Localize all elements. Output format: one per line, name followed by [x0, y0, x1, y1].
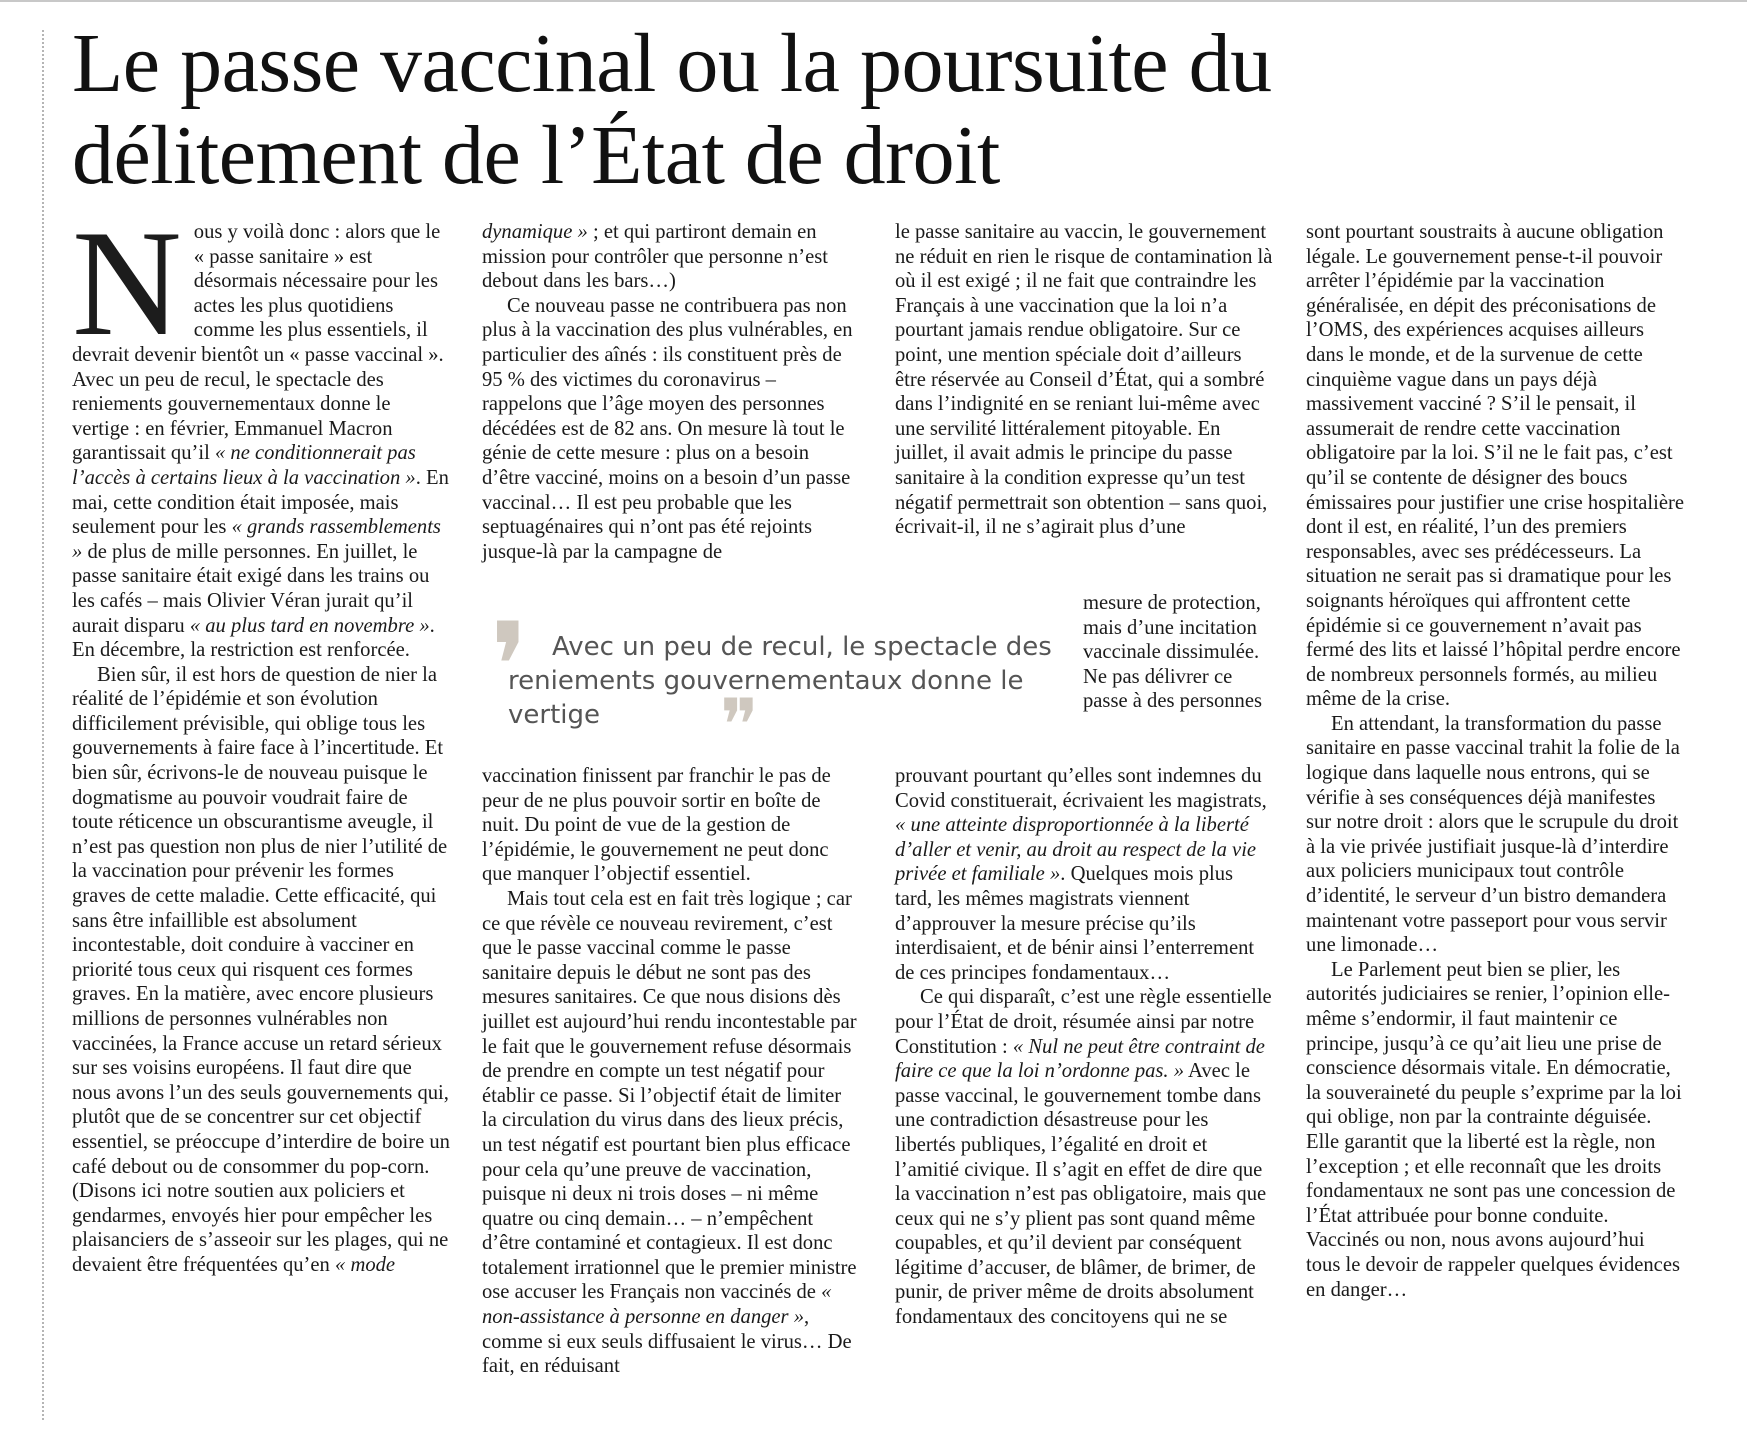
article-column-1	[72, 199, 450, 1278]
paragraph-4-continued: le passe sanitaire au vaccin, le gouvernement ne réduit en rien le risque de contamination là où il est exigé ; il ne fait que contraindre les Français à une vaccination que la loi n’a pourtant jamais rendue obligatoire. Sur ce point, une mention spéciale doit d’ailleurs être réservée au Conseil d’État, qui a sombré dans l’indignité en se reniant lui-même avec une servilité littéralement pitoyable. En juillet, il avait admis le principe du passe sanitaire à la condition expresse qu’un test négatif permettrait son obtention – sans quoi, écrivait-il, il ne s’agirait plus d’une	[895, 221, 1273, 539]
paragraph-4-cont-text: prouvant pourtant qu’elles sont indemnes du Covid constituerait, écrivaient les magistrats,	[895, 765, 1267, 812]
pull-quote-open-mark: ❜	[490, 601, 529, 734]
intro-text-4: . En décembre, la restriction est renforcée.	[72, 614, 435, 662]
paragraph-intro	[72, 199, 450, 663]
paragraph-5-text: Ce qui disparaît, c’est une règle essentielle pour l’État de droit, résumée ainsi par notre Constitution :	[895, 986, 1272, 1058]
intro-text-2: . En mai, cette condition était imposée, mais seulement pour les	[72, 466, 449, 539]
paragraph-4-continued-2	[895, 764, 1273, 985]
article-column-3-top	[895, 220, 1273, 540]
page-top-edge	[0, 0, 1747, 2]
article-column-3-wrapped	[1083, 591, 1273, 714]
paragraph-3: Ce nouveau passe ne contribuera pas non plus à la vaccination des plus vulnérables, en particulier des aînés : ils constituent près de 95 % des victimes du coronavirus – rappelons que l’âge moyen des personnes décédées est de 82 ans. On mesure là tout le génie de cette mesure : plus on a besoin d’être vacciné, moins on a besoin d’un passe vaccinal… Il est peu probable que les septuagénaires qui n’ont pas été rejoints jusque-là par la campagne de	[482, 294, 853, 563]
quote-macron: « ne conditionnerait pas l’accès à certains lieux à la vaccination »	[72, 442, 416, 489]
paragraph-5	[895, 985, 1273, 1329]
paragraph-2-text: Bien sûr, il est hors de question de nier la réalité de l’épidémie et son évolution difficilement prévisible, qui oblige tous les gouvernements à faire face à l’incertitude. Et bien sûr, écrivons-le de nouveau puisque le dogmatisme au pouvoir voudrait faire de toute réticence un obscurantisme aveugle, il n’est pas question non plus de nier l’utilité de la vaccination pour prévenir les formes graves de cette maladie. Cette efficacité, qui sans être infaillible est absolument incontestable, doit conduire à vacciner en priorité tous ceux qui risquent ces formes graves. En la matière, avec encore plusieurs millions de personnes vulnérables non vaccinées, la France accuse un retard sérieux sur ses voisins européens. Il faut dire que nous avons l’un des seuls gouvernements qui, plutôt que de se concentrer sur cet objectif essentiel, se préoccupe d’interdire de boire un café debout ou de consommer du pop-corn. (Disons ici notre soutien aux policiers et gendarmes, envoyés hier pour empêcher les plaisanciers de s’asseoir sur les plages, qui ne devaient être fréquentées qu’en	[72, 663, 450, 1276]
paragraph-2-continued-text: ; et qui partiront demain en mission pour contrôler que personne n’est debout dans les bars…)	[482, 221, 829, 293]
article-column-3-bottom	[895, 764, 1273, 1330]
quote-mode-start: « mode	[335, 1253, 396, 1276]
paragraph-2-continued	[482, 220, 860, 294]
quote-grands-rassemblements: « grands rassemblements »	[72, 516, 441, 563]
quote-veran: « au plus tard en novembre »	[189, 614, 430, 637]
article-column-2-bottom	[482, 764, 860, 1379]
quote-magistrats: « une atteinte disproportionnée à la liberté d’aller et venir, au droit au respect de la vie privée et familiale »	[895, 814, 1257, 886]
paragraph-2	[72, 663, 450, 1278]
drop-cap: N	[72, 199, 182, 367]
paragraph-3-continued: vaccination finissent par franchir le pas de peur de ne plus pouvoir sortir en boîte de nuit. Du point de vue de la gestion de l’épidémie, le gouvernement ne peut donc que manquer l’objectif essentiel.	[482, 765, 831, 886]
quote-non-assistance: « non-assistance à personne en danger »	[482, 1281, 832, 1329]
pull-quote-text: Avec un peu de recul, le spectacle des reniements gouvernementaux donne le vertige	[508, 632, 1052, 730]
article-headline: Le passe vaccinal ou la poursuite du délitement de l’État de droit	[72, 17, 1272, 202]
intro-text: ous y voilà donc : alors que le « passe sanitaire » est désormais nécessaire pour les actes les plus quotidiens comme les plus essentiels, il devrait devenir bientôt un « passe vaccinal ». Avec un peu de recul, le spectacle des reniements gouvernementaux donne le vertige : en février, Emmanuel Macron garantissait qu’il	[72, 221, 444, 465]
paragraph-7: Le Parlement peut bien se plier, les autorités judiciaires se renier, l’opinion elle-même s’endormir, il faut maintenir ce principe, jusqu’à ce qu’ait lieu une prise de conscience désormais vitale. En démocratie, la souveraineté du peuple s’exprime par la loi qui oblige, non par la contrainte déguisée. Elle garantit que la liberté est la règle, non l’exception ; et elle reconnaît que les droits fondamentaux ne sont pas une concession de l’État attribuée pour bonne conduite. Vaccinés ou non, nous avons aujourd’hui tous le devoir de rappeler quelques évidences en danger…	[1306, 958, 1682, 1301]
paragraph-4-wrapped: mesure de protection, mais d’une incitation vaccinale dissimulée. Ne pas délivrer ce passe à des personnes	[1083, 592, 1262, 713]
pull-quote	[482, 601, 1082, 766]
quote-mode-end: dynamique »	[482, 221, 588, 243]
paragraph-4	[482, 887, 860, 1379]
paragraph-6: En attendant, la transformation du passe sanitaire en passe vaccinal trahit la folie de la logique dans laquelle nous entrons, qui se vérifie à ses conséquences déjà manifestes sur notre droit : alors que le scrupule du droit à la vie privée justifiait jusque-là d’interdire aux policiers municipaux tout contrôle d’identité, le serveur d’un bistro demandera maintenant votre passeport pour vous servir une limonade…	[1306, 712, 1680, 957]
paragraph-5-continued: sont pourtant soustraits à aucune obligation légale. Le gouvernement pense-t-il pouvoir arrêter l’épidémie par la vaccination généralisée, en dépit des préconisations de l’OMS, des expériences acquises ailleurs dans le monde, et de la survenue de cette cinquième vague dans un pays déjà massivement vacciné ? S’il le pensait, il assumerait de rendre cette vaccination obligatoire par la loi. S’il ne le fait pas, c’est qu’il se contente de désigner des boucs émissaires pour justifier une crise hospitalière dont il est, en réalité, l’un des premiers responsables, avec ses prédécesseurs. La situation ne serait pas si dramatique pour les soignants héroïques qui affrontent cette épidémie si ce gouvernement n’avait pas fermé des lits et laissé l’hôpital perdre encore de nombreux personnels formés, au milieu même de la crise.	[1306, 221, 1685, 711]
article-column-2-top	[482, 220, 860, 564]
paragraph-4-text: Mais tout cela est en fait très logique ; car ce que révèle ce nouveau revirement, c’est que le passe vaccinal comme le passe sanitaire depuis le début ne sont pas des mesures sanitaires. Ce que nous disions dès juillet est aujourd’hui rendu incontestable par le fait que le gouvernement refuse désormais de prendre en compte un test négatif pour établir ce passe. Si l’objectif était de limiter la circulation du virus dans des lieux précis, un test négatif est pourtant bien plus efficace pour cela qu’une preuve de vaccination, puisque ni deux ni trois doses – ni même quatre ou cinq demain… – n’empêchent d’être contaminé et contagieux. Il est donc totalement irrationnel que le premier ministre ose accuser les Français non vaccinés de	[482, 887, 857, 1304]
paragraph-4-text-end: , comme si eux seuls diffusaient le virus… De fait, en réduisant	[482, 1306, 852, 1378]
column-fold-line	[42, 30, 44, 1420]
article-column-4	[1306, 220, 1684, 1302]
quote-constitution: « Nul ne peut être contraint de faire ce que la loi n’ordonne pas. »	[895, 1035, 1265, 1083]
paragraph-5-text-end: Avec le passe vaccinal, le gouvernement tombe dans une contradiction désastreuse pour les libertés publiques, l’égalité en droit et l’amitié civique. Il s’agit en effet de dire que la vaccination n’est pas obligatoire, mais que ceux qui ne s’y plient pas sont quand même coupables, et qu’il devient par conséquent légitime d’accuser, de blâmer, de brimer, de punir, de priver même de droits absolument fondamentaux des concitoyens qui ne se	[895, 1060, 1267, 1329]
intro-text-3: de plus de mille personnes. En juillet, le passe sanitaire était exigé dans les trains ou les cafés – mais Olivier Véran jurait qu’il aurait disparu	[72, 540, 430, 637]
paragraph-4-cont-text-end: . Quelques mois plus tard, les mêmes magistrats viennent d’approuver la mesure précise qu’ils interdisaient, et de bénir ainsi l’enterrement de ces principes fondamentaux…	[895, 863, 1255, 984]
pull-quote-close-mark: ❞	[720, 686, 759, 766]
